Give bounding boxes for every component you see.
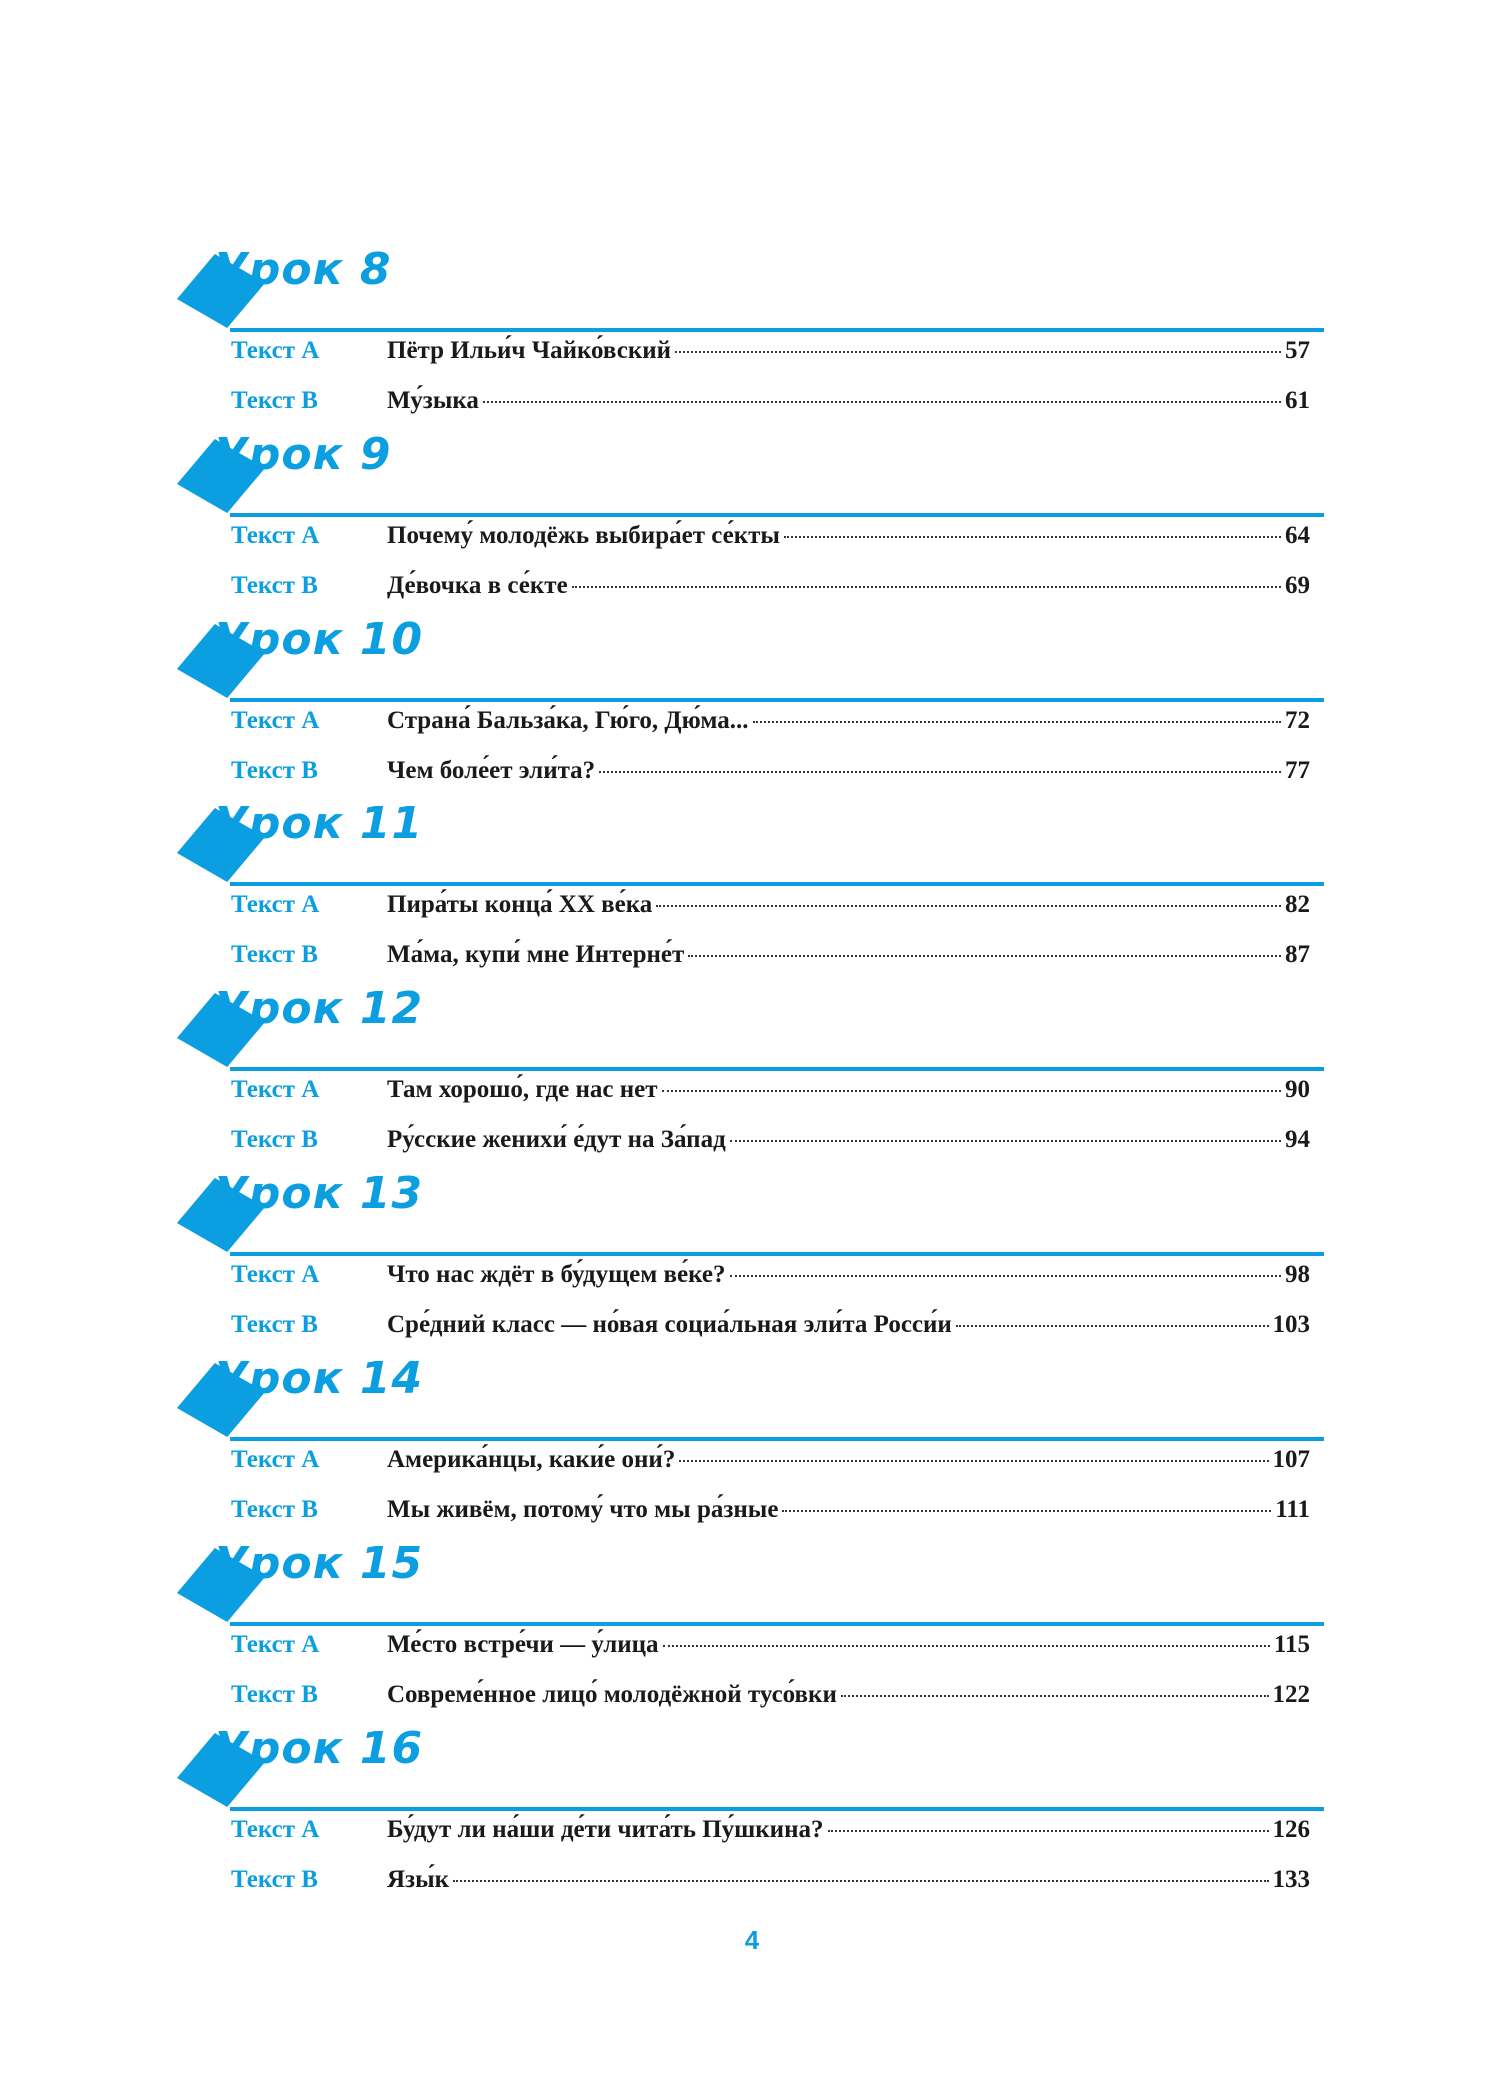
lesson-divider [230, 1437, 1324, 1441]
entry-label: Текст А [231, 891, 320, 918]
toc-entry[interactable] [178, 891, 1324, 941]
lesson-title: Урок 12 [214, 983, 424, 1034]
lesson-divider [230, 1067, 1324, 1071]
entry-page: 126 [1272, 1816, 1310, 1843]
lesson-divider [230, 1622, 1324, 1626]
leader-dots [663, 1645, 1270, 1647]
entry-page: 103 [1272, 1311, 1310, 1338]
entry-title: Пира́ты конца́ XX ве́ка [387, 891, 653, 918]
entry-title: Бу́дут ли на́ши де́ти чита́ть Пу́шкина? [387, 1816, 824, 1843]
toc-entry[interactable] [178, 1446, 1324, 1496]
entry-label: Текст В [231, 1866, 318, 1893]
lesson-section [178, 407, 1324, 599]
toc-entry[interactable] [178, 522, 1324, 572]
toc-entry[interactable] [178, 1866, 1324, 1916]
entry-label: Текст В [231, 1681, 318, 1708]
lesson-title: Урок 16 [214, 1723, 424, 1774]
entry-title: Совреме́нное лицо́ молодёжной тусо́вки [387, 1681, 837, 1708]
leader-dots [662, 1090, 1281, 1092]
lesson-title: Урок 9 [214, 429, 392, 480]
entry-label: Текст В [231, 757, 318, 784]
lesson-section [178, 1701, 1324, 1893]
entry-page: 64 [1285, 522, 1310, 549]
entry-page: 94 [1285, 1126, 1310, 1153]
lesson-heading [178, 592, 1324, 707]
lesson-title: Урок 15 [214, 1538, 424, 1589]
entry-page: 111 [1275, 1496, 1310, 1523]
entry-label: Текст А [231, 1446, 320, 1473]
toc-entry[interactable] [178, 1816, 1324, 1866]
leader-dots [572, 586, 1281, 588]
leader-dots [730, 1140, 1281, 1142]
lesson-section [178, 222, 1324, 414]
leader-dots [599, 771, 1281, 773]
leader-dots [453, 1880, 1268, 1882]
leader-dots [688, 955, 1281, 957]
toc-entry[interactable] [178, 1631, 1324, 1681]
entry-title: Сре́дний класс — но́вая социа́льная эли́та Росси́и [387, 1311, 952, 1338]
leader-dots [483, 401, 1281, 403]
leader-dots [828, 1830, 1269, 1832]
entry-label: Текст А [231, 522, 320, 549]
lesson-heading [178, 222, 1324, 337]
lesson-divider [230, 882, 1324, 886]
lesson-title: Урок 10 [214, 614, 424, 665]
entry-title: Ру́сские женихи́ е́дут на За́пад [387, 1126, 726, 1153]
entry-label: Текст А [231, 707, 320, 734]
entry-label: Текст В [231, 941, 318, 968]
entry-page: 133 [1272, 1866, 1310, 1893]
leader-dots [782, 1510, 1271, 1512]
entry-title: Язы́к [387, 1866, 450, 1893]
toc-entry[interactable] [178, 1076, 1324, 1126]
entry-title: Страна́ Бальза́ка, Гю́го, Дю́ма... [387, 707, 749, 734]
entry-page: 82 [1285, 891, 1310, 918]
lesson-heading [178, 776, 1324, 891]
entry-title: Что нас ждёт в бу́дущем ве́ке? [387, 1261, 726, 1288]
entry-page: 107 [1272, 1446, 1310, 1473]
entry-page: 98 [1285, 1261, 1310, 1288]
entry-title: Мы живём, потому́ что мы ра́зные [387, 1496, 779, 1523]
leader-dots [753, 721, 1281, 723]
entry-title: Му́зыка [387, 387, 479, 414]
toc-entry[interactable] [178, 1261, 1324, 1311]
lesson-heading [178, 1146, 1324, 1261]
lesson-divider [230, 328, 1324, 332]
entry-page: 87 [1285, 941, 1310, 968]
entry-page: 61 [1285, 387, 1310, 414]
entry-label: Текст А [231, 1816, 320, 1843]
entry-label: Текст А [231, 337, 320, 364]
entry-title: Пётр Ильи́ч Чайко́вский [387, 337, 672, 364]
entry-label: Текст В [231, 572, 318, 599]
entry-page: 77 [1285, 757, 1310, 784]
entry-page: 90 [1285, 1076, 1310, 1103]
entry-title: Де́вочка в се́кте [387, 572, 568, 599]
leader-dots [784, 536, 1281, 538]
entry-title: Чем боле́ет эли́та? [387, 757, 596, 784]
lesson-divider [230, 698, 1324, 702]
entry-title: Ма́ма, купи́ мне Интерне́т [387, 941, 685, 968]
entry-label: Текст А [231, 1261, 320, 1288]
entry-page: 69 [1285, 572, 1310, 599]
lesson-divider [230, 513, 1324, 517]
entry-page: 115 [1273, 1631, 1310, 1658]
lesson-title: Урок 8 [214, 244, 392, 295]
lesson-title: Урок 14 [214, 1353, 424, 1404]
lesson-heading [178, 1516, 1324, 1631]
entry-label: Текст В [231, 1311, 318, 1338]
entry-page: 57 [1285, 337, 1310, 364]
entry-label: Текст В [231, 1126, 318, 1153]
lesson-section [178, 961, 1324, 1153]
toc-entry[interactable] [178, 707, 1324, 757]
lesson-heading [178, 407, 1324, 522]
lesson-section [178, 1516, 1324, 1708]
leader-dots [656, 905, 1281, 907]
entry-label: Текст А [231, 1076, 320, 1103]
entry-label: Текст В [231, 1496, 318, 1523]
lesson-section [178, 776, 1324, 968]
lesson-section [178, 1331, 1324, 1523]
entry-page: 72 [1285, 707, 1310, 734]
page-number: 4 [744, 1925, 760, 1955]
entry-title: Почему́ молодёжь выбира́ет се́кты [387, 522, 780, 549]
leader-dots [675, 351, 1281, 353]
leader-dots [679, 1460, 1268, 1462]
entry-page: 122 [1272, 1681, 1310, 1708]
lesson-heading [178, 1701, 1324, 1816]
leader-dots [956, 1325, 1269, 1327]
lesson-divider [230, 1807, 1324, 1811]
entry-title: Ме́сто встре́чи — у́лица [387, 1631, 659, 1658]
entry-label: Текст А [231, 1631, 320, 1658]
lesson-section [178, 592, 1324, 784]
leader-dots [730, 1275, 1281, 1277]
lesson-heading [178, 1331, 1324, 1446]
lesson-divider [230, 1252, 1324, 1256]
lesson-section [178, 1146, 1324, 1338]
entry-title: Там хорошо́, где нас нет [387, 1076, 658, 1103]
lesson-title: Урок 11 [214, 798, 424, 849]
leader-dots [841, 1695, 1269, 1697]
entry-label: Текст В [231, 387, 318, 414]
toc-entry[interactable] [178, 337, 1324, 387]
entry-title: Америка́нцы, каки́е они́? [387, 1446, 676, 1473]
lesson-heading [178, 961, 1324, 1076]
lesson-title: Урок 13 [214, 1168, 424, 1219]
